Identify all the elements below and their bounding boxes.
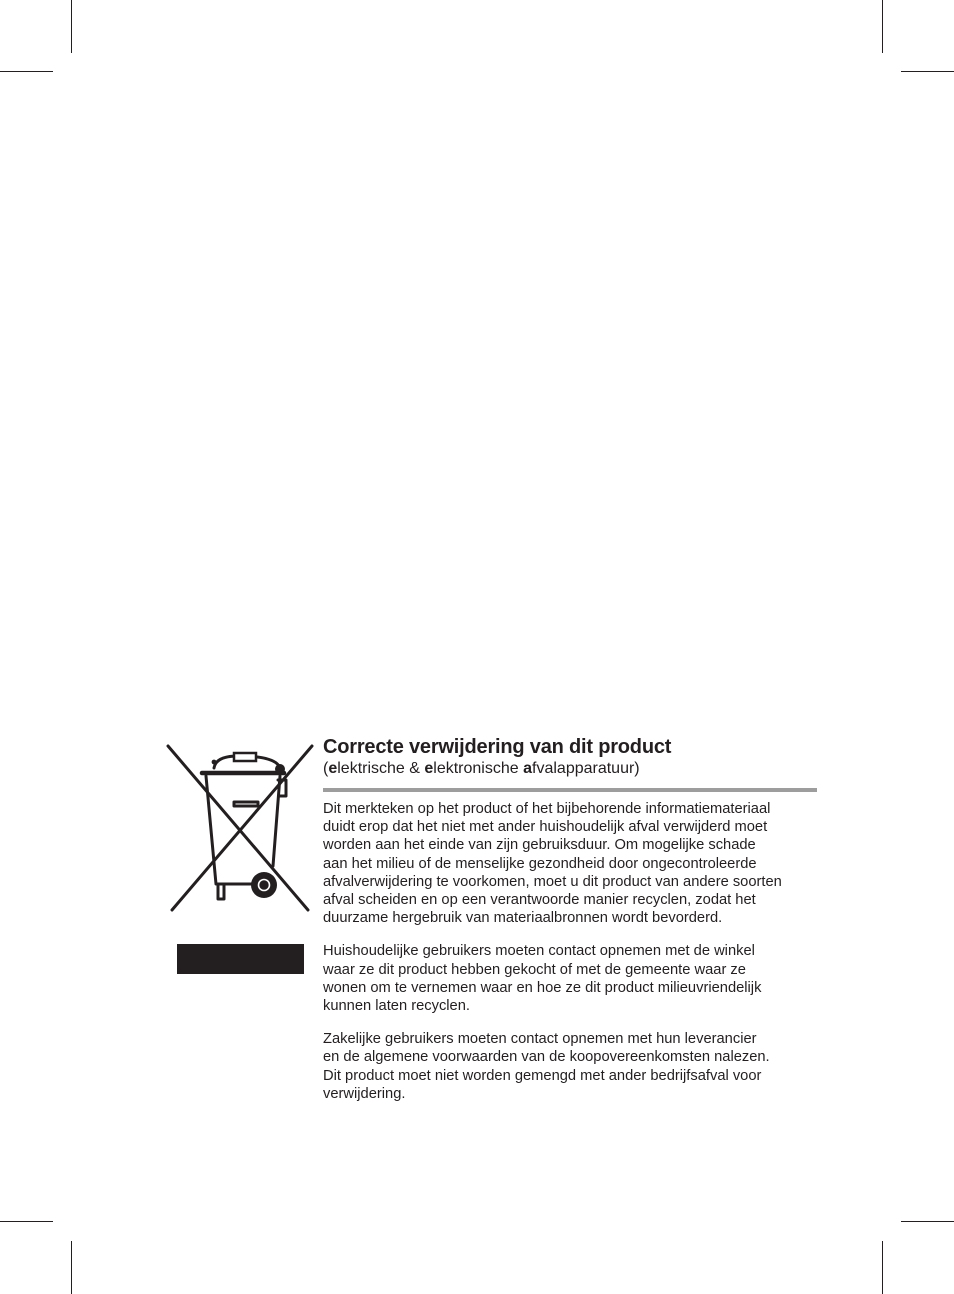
subtitle-open: (: [323, 760, 329, 777]
crop-mark-top-right-vertical: [882, 0, 883, 53]
crop-mark-bottom-right-vertical: [882, 1241, 883, 1294]
paragraph-line: Huishoudelijke gebruikers moeten contact opnemen met de winkel: [323, 943, 755, 960]
crop-mark-bottom-right-horizontal: [901, 1221, 954, 1222]
subtitle-text-2: lektronische: [433, 760, 524, 777]
subtitle-text-1: lektrische &: [337, 760, 425, 777]
paragraph-line: afval scheiden en op een verantwoorde manier recyclen, zodat het: [323, 892, 756, 909]
paragraph-line: waar ze dit product hebben gekocht of met de gemeente waar ze: [323, 961, 746, 978]
paragraph-line: kunnen laten recyclen.: [323, 998, 470, 1015]
crossed-out-wheelie-bin-icon: [164, 742, 316, 912]
subtitle-bold-e2: e: [424, 760, 434, 777]
paragraph-line: worden aan het einde van zijn gebruiksduur. Om mogelijke schade: [323, 837, 756, 854]
crop-mark-top-left-vertical: [71, 0, 72, 53]
paragraph-line: en de algemene voorwaarden van de koopovereenkomsten nalezen.: [323, 1049, 770, 1066]
subtitle-text-3: fvalapparatuur): [532, 760, 640, 777]
crop-mark-top-left-horizontal: [0, 71, 53, 72]
subtitle-bold-a: a: [523, 760, 533, 777]
paragraph-household-users: [323, 942, 817, 1015]
paragraph-line: verwijdering.: [323, 1085, 406, 1102]
paragraph-marking: [323, 800, 817, 927]
title-divider: [323, 788, 817, 792]
crop-mark-bottom-left-vertical: [71, 1241, 72, 1294]
paragraph-line: aan het milieu of de menselijke gezondheid door ongecontroleerde: [323, 855, 757, 872]
page-title: Correcte verwijdering van dit product: [323, 736, 672, 758]
paragraph-line: Zakelijke gebruikers moeten contact opnemen met hun leverancier: [323, 1031, 757, 1048]
crop-mark-bottom-left-horizontal: [0, 1221, 53, 1222]
paragraph-line: Dit product moet niet worden gemengd met ander bedrijfsafval voor: [323, 1067, 762, 1084]
subtitle: [323, 759, 817, 779]
paragraph-line: duurzame hergebruik van materiaalbronnen wordt bevorderd.: [323, 910, 723, 927]
paragraph-line: wonen om te vernemen waar en hoe ze dit product milieuvriendelijk: [323, 979, 762, 996]
paragraph-business-users: [323, 1030, 817, 1103]
paragraph-line: duidt erop dat het niet met ander huishoudelijk afval verwijderd moet: [323, 819, 768, 836]
weee-marking-bar: [177, 944, 304, 974]
disposal-notice: [323, 735, 817, 1103]
paragraph-line: afvalverwijdering te voorkomen, moet u dit product van andere soorten: [323, 873, 782, 890]
subtitle-bold-e1: e: [328, 760, 338, 777]
crop-mark-top-right-horizontal: [901, 71, 954, 72]
paragraph-line: Dit merkteken op het product of het bijbehorende informatiemateriaal: [323, 801, 771, 817]
